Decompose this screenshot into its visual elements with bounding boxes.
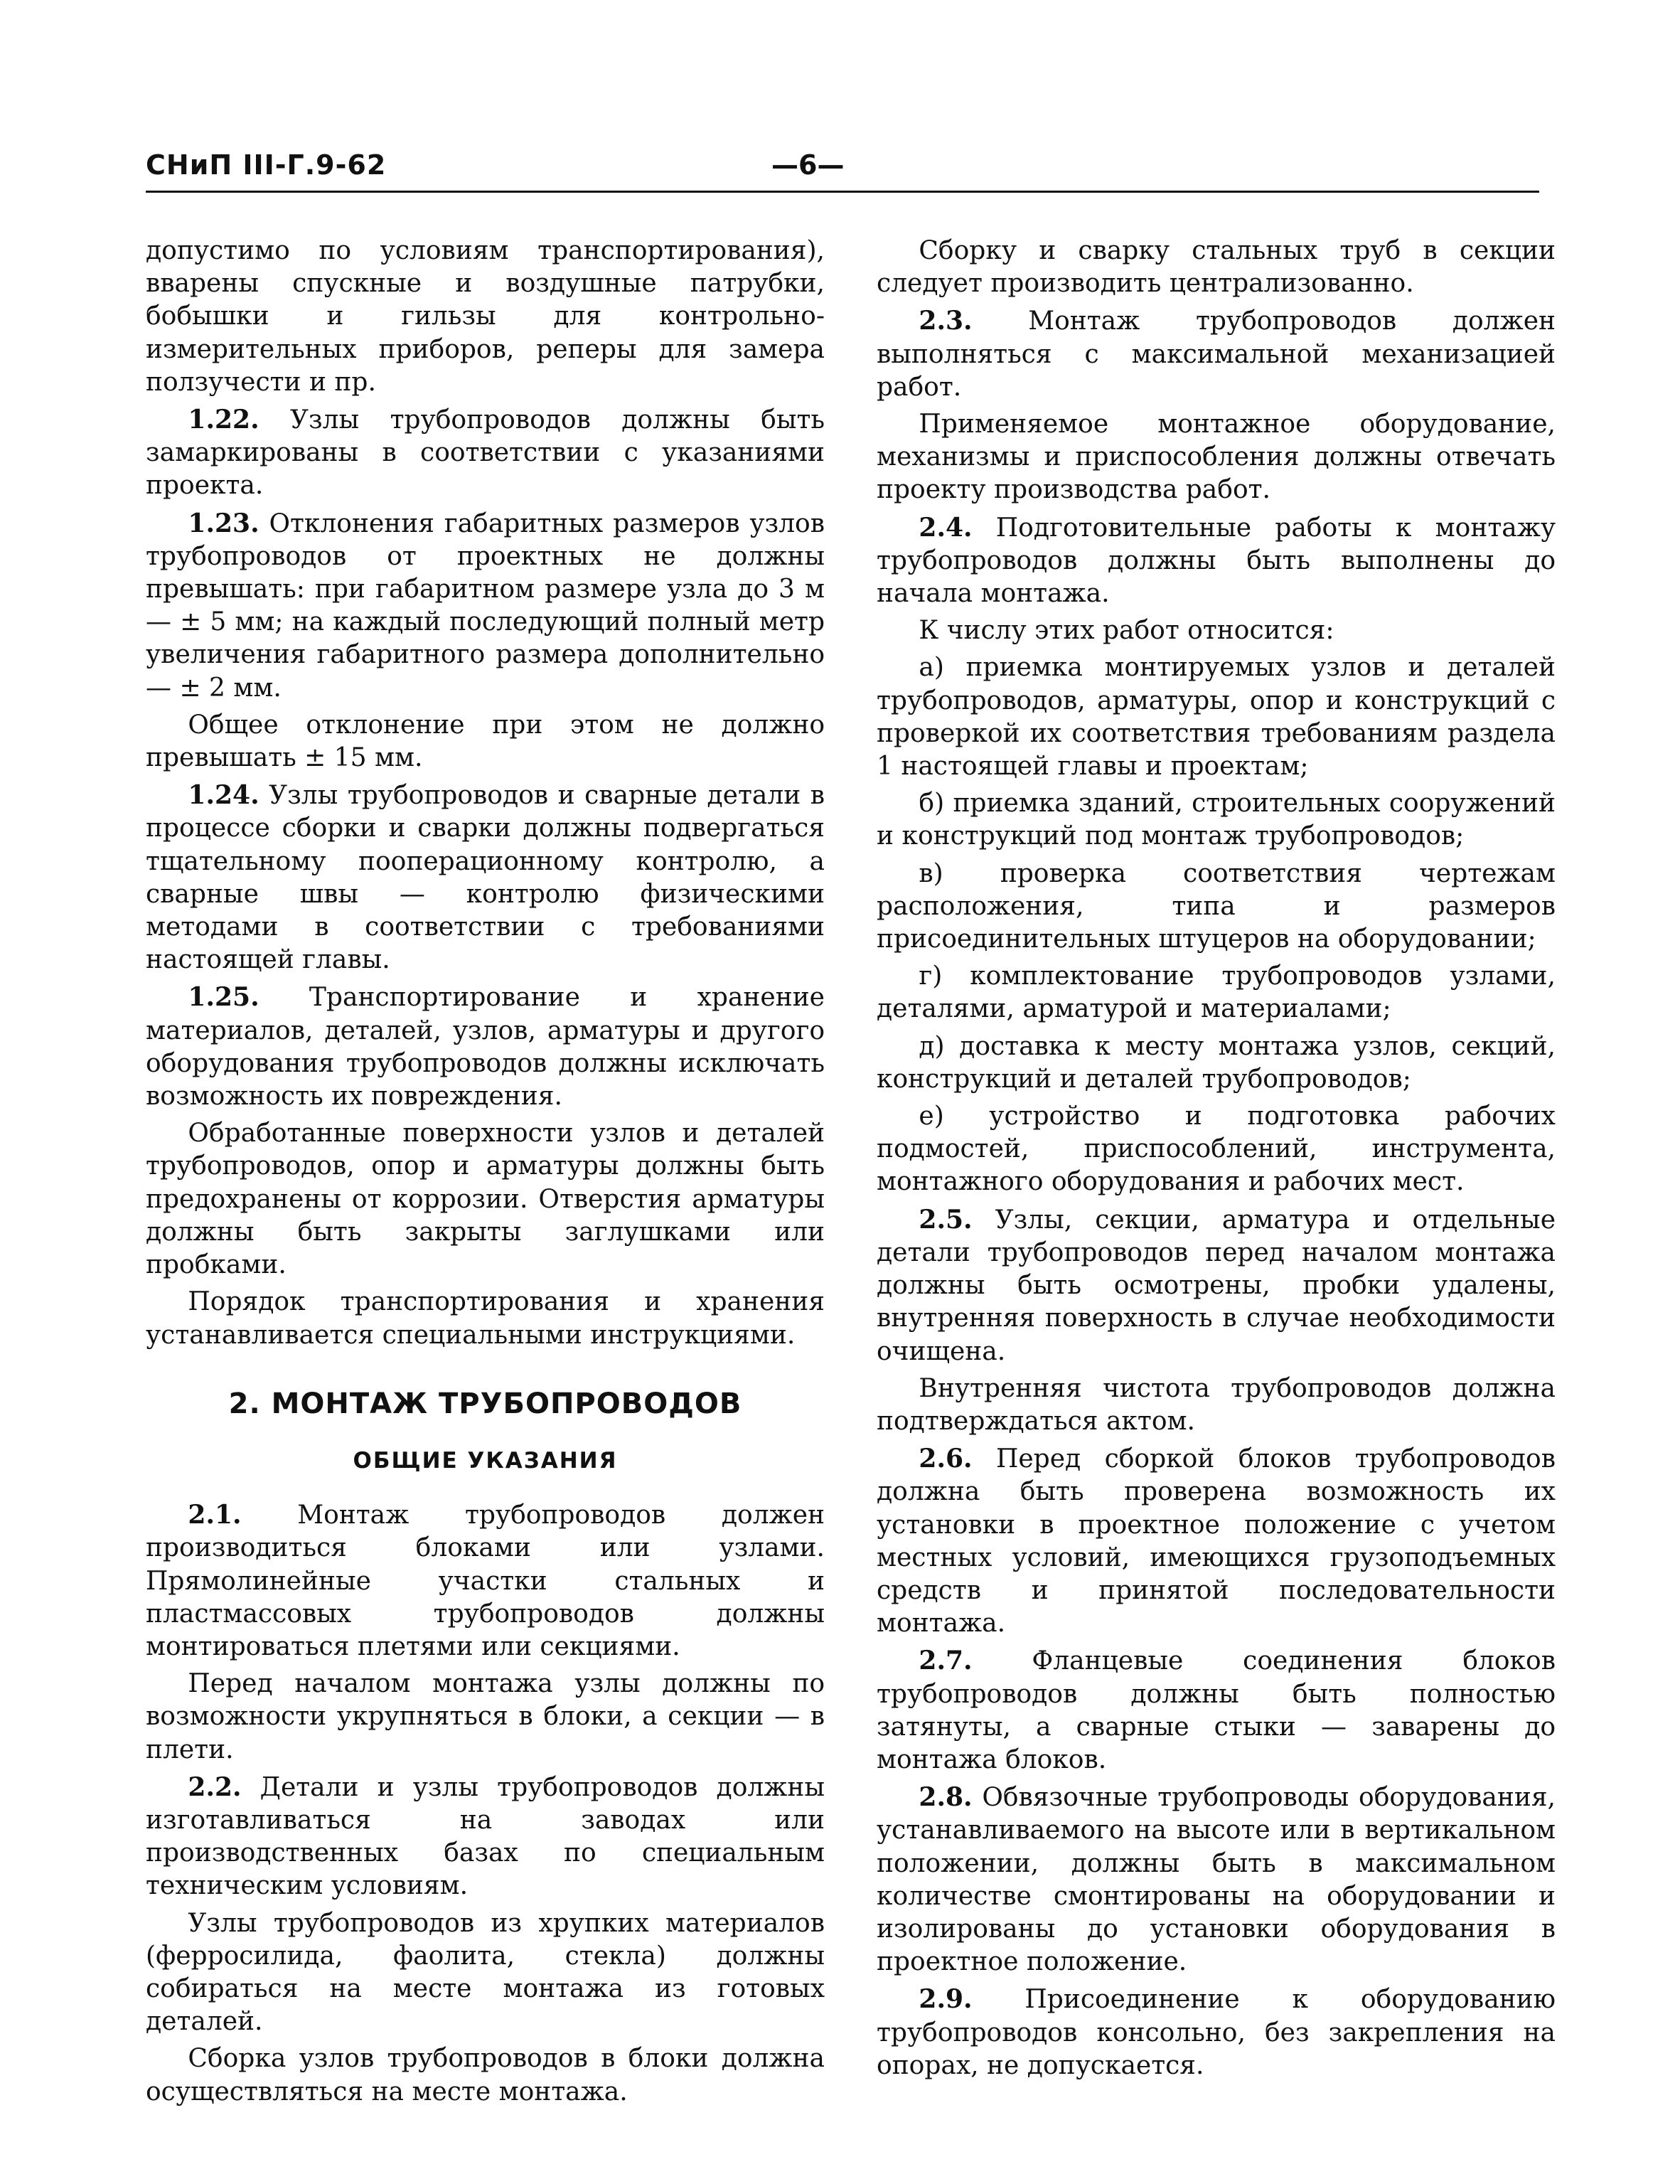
paragraph-text: Монтаж трубопроводов должен выполняться с максимальной механизацией работ.	[877, 307, 1556, 402]
paragraph	[877, 1100, 1556, 1199]
paragraph-text: Узлы трубопроводов должны быть замаркированы в соответствии с указаниями проекта.	[146, 405, 825, 501]
section-title: 2. МОНТАЖ ТРУБОПРОВОДОВ	[228, 1387, 742, 1420]
paragraph	[146, 403, 825, 503]
paragraph-text: Общее отклонение при этом не должно превышать ± 15 мм.	[146, 710, 825, 773]
paragraph-text: Транспортирование и хранение материалов, деталей, узлов, арматуры и другого оборудования трубопроводов должны исключать возможность их повреждения.	[146, 983, 825, 1112]
paragraph-text: Применяемое монтажное оборудование, механизмы и приспособления должны отвечать проекту производства работ.	[877, 410, 1556, 505]
paragraph	[877, 960, 1556, 1026]
paragraph	[877, 1203, 1556, 1368]
paragraph-text: г) комплектование трубопроводов узлами, деталями, арматурой и материалами;	[877, 962, 1556, 1024]
paragraph-text: Сборка узлов трубопроводов в блоки должна осуществляться на месте монтажа.	[146, 2044, 825, 2106]
paragraph	[877, 614, 1556, 647]
clause-number: 2.8.	[919, 1782, 973, 1813]
paragraph-text: К числу этих работ относится:	[919, 616, 1334, 646]
clause-number: 2.1.	[188, 1500, 242, 1530]
paragraph-text: Детали и узлы трубопроводов должны изготавливаться на заводах или производственных базах по специальным техническим условиям.	[146, 1772, 825, 1901]
paragraph	[877, 235, 1556, 300]
header-rule	[146, 191, 1539, 193]
paragraph-text: Монтаж трубопроводов должен производиться блоками или узлами. Прямолинейные участки стальных и пластмассовых трубопроводов должны монтироваться плетями или секциями.	[146, 1501, 825, 1661]
paragraph-text: Обработанные поверхности узлов и деталей трубопроводов, опор и арматуры должны быть предохранены от коррозии. Отверстия арматуры должны быть закрыты заглушками или пробками.	[146, 1119, 825, 1280]
clause-number: 2.6.	[919, 1444, 973, 1474]
clause-number: 1.22.	[188, 405, 260, 435]
clause-number: 1.23.	[188, 508, 260, 538]
clause-number: 2.2.	[188, 1772, 242, 1802]
document-code: СНиП III-Г.9-62	[146, 149, 387, 181]
paragraph-text: Сборку и сварку стальных труб в секции следует производить централизованно.	[877, 236, 1556, 299]
paragraph-text: Перед сборкой блоков трубопроводов должна быть проверена возможность их установки в проектное положение с учетом местных условий, имеющихся грузоподъемных средств и принятой последовательности монтажа.	[877, 1444, 1556, 1639]
paragraph-text: Узлы, секции, арматура и отдельные детали трубопроводов перед началом монтажа должны быть осмотрены, пробки удалены, внутренняя поверхность в случае необходимости очищена.	[877, 1205, 1556, 1366]
page-number: —6—	[771, 149, 845, 181]
paragraph	[146, 981, 825, 1113]
left-column	[146, 235, 825, 2113]
clause-number: 2.3.	[919, 306, 973, 336]
right-column	[877, 235, 1556, 2087]
paragraph-text: допустимо по условиям транспортирования), вварены спускные и воздушные патрубки, бобышки и гильзы для контрольно-измерительных приборов, реперы для замера ползучести и пр.	[146, 236, 825, 397]
paragraph-text: е) устройство и подготовка рабочих подмостей, приспособлений, инструмента, монтажного оборудования и рабочих мест.	[877, 1102, 1556, 1197]
clause-number: 1.25.	[188, 982, 260, 1013]
paragraph	[877, 1781, 1556, 1978]
paragraph	[146, 1907, 825, 2039]
paragraph	[877, 1030, 1556, 1096]
clause-number: 2.4.	[919, 512, 973, 543]
paragraph-text: Отклонения габаритных размеров узлов трубопроводов от проектных не должны превышать: при габаритном размере узла до 3 м — ± 5 мм; на каждый последующий полный метр увеличения габаритного размера дополнительно — ± 2 мм.	[146, 508, 825, 703]
paragraph-text: Узлы трубопроводов и сварные детали в процессе сборки и сварки должны подвергаться тщательному пооперационному контролю, а сварные швы — контролю физическими методами в соответствии с требованиями настоящей главы.	[146, 781, 825, 975]
paragraph	[146, 1286, 825, 1351]
paragraph-text: д) доставка к месту монтажа узлов, секций, конструкций и деталей трубопроводов;	[877, 1031, 1556, 1094]
paragraph-text: Узлы трубопроводов из хрупких материалов (ферросилида, фаолита, стекла) должны собираться на месте монтажа из готовых деталей.	[146, 1908, 825, 2037]
paragraph	[146, 1498, 825, 1663]
paragraph	[877, 858, 1556, 957]
clause-number: 2.5.	[919, 1204, 973, 1235]
paragraph	[877, 1373, 1556, 1438]
paragraph-text: б) приемка зданий, строительных сооружений и конструкций под монтаж трубопроводов;	[877, 789, 1556, 851]
paragraph-text: в) проверка соответствия чертежам расположения, типа и размеров присоединительных штуцеров на оборудовании;	[877, 858, 1556, 954]
paragraph-text: Присоединение к оборудованию трубопроводов консольно, без закрепления на опорах, не допускается.	[877, 1985, 1556, 2080]
paragraph	[146, 779, 825, 976]
paragraph	[146, 507, 825, 705]
clause-number: 1.24.	[188, 780, 260, 811]
paragraph	[877, 408, 1556, 507]
paragraph	[877, 1983, 1556, 2082]
paragraph	[877, 1442, 1556, 1640]
subsection-title: ОБЩИЕ УКАЗАНИЯ	[353, 1447, 618, 1474]
page-header	[146, 149, 1539, 192]
paragraph	[146, 235, 825, 399]
clause-number: 2.7.	[919, 1646, 973, 1676]
paragraph	[877, 787, 1556, 853]
paragraph	[146, 1117, 825, 1282]
paragraph-text: Перед началом монтажа узлы должны по возможности укрупняться в блоки, а секции — в плети.	[146, 1669, 825, 1764]
paragraph-text: Внутренняя чистота трубопроводов должна подтверждаться актом.	[877, 1373, 1556, 1436]
paragraph-text: Порядок транспортирования и хранения устанавливается специальными инструкциями.	[146, 1287, 825, 1350]
paragraph	[877, 1644, 1556, 1777]
paragraph	[877, 304, 1556, 404]
paragraph	[146, 1668, 825, 1767]
paragraph	[146, 1771, 825, 1903]
paragraph-text: Обвязочные трубопроводы оборудования, устанавливаемого на высоте или в вертикальном положении, должны быть в максимальном количестве смонтированы на оборудовании и изолированы до установки оборудования в проектное положение.	[877, 1783, 1556, 1977]
paragraph	[877, 651, 1556, 783]
clause-number: 2.9.	[919, 1984, 973, 2015]
paragraph	[146, 2042, 825, 2108]
paragraph	[146, 709, 825, 774]
paragraph	[877, 511, 1556, 611]
paragraph-text: Подготовительные работы к монтажу трубопроводов должны быть выполнены до начала монтажа.	[877, 513, 1556, 609]
paragraph-text: а) приемка монтируемых узлов и деталей трубопроводов, арматуры, опор и конструкций с проверкой их соответствия требованиям раздела 1 настоящей главы и проектам;	[877, 653, 1556, 782]
paragraph-text: Фланцевые соединения блоков трубопроводов должны быть полностью затянуты, а сварные стыки — заварены до монтажа блоков.	[877, 1646, 1556, 1774]
